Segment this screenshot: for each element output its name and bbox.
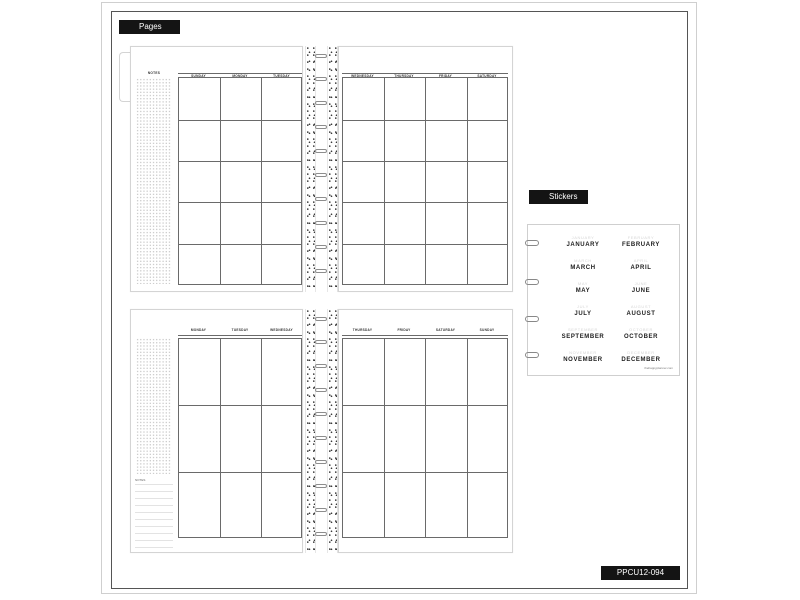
top-right-page xyxy=(338,46,513,292)
calendar-grid xyxy=(342,77,508,285)
day-thursday: THURSDAY xyxy=(394,74,414,78)
dot-grid xyxy=(136,338,172,474)
day-monday: MONDAY xyxy=(232,74,248,78)
day-saturday: SATURDAY xyxy=(435,328,456,332)
ring-icon xyxy=(315,173,327,177)
disc-rings xyxy=(315,50,327,290)
hook-icon xyxy=(525,316,539,322)
sticker-april: APRIL xyxy=(630,265,652,271)
top-left-page xyxy=(130,46,303,292)
sticker-ghost: SEPTEMBER xyxy=(567,327,599,332)
sticker-ghost: MAY xyxy=(577,281,589,286)
sticker-ghost: JUNE xyxy=(634,281,648,286)
sticker-september: SEPTEMBER xyxy=(561,334,605,340)
ring-icon xyxy=(315,364,327,368)
hook-icon xyxy=(525,240,539,246)
day-friday: FRIDAY xyxy=(397,328,411,332)
ring-icon xyxy=(315,460,327,464)
ring-icon xyxy=(315,197,327,201)
sticker-ghost: OCTOBER xyxy=(629,327,653,332)
notes-lines xyxy=(135,484,173,554)
sticker-may: MAY xyxy=(575,288,591,294)
sticker-june: JUNE xyxy=(631,288,651,294)
sticker-november: NOVEMBER xyxy=(563,357,603,363)
hook-icon xyxy=(525,352,539,358)
ring-icon xyxy=(315,269,327,273)
header-rule xyxy=(178,335,302,336)
sticker-ghost: DECEMBER xyxy=(627,350,655,355)
sticker-sheet xyxy=(527,224,680,376)
sticker-ghost: MARCH xyxy=(574,258,592,263)
day-sunday: SUNDAY xyxy=(479,328,495,332)
ring-icon xyxy=(315,436,327,440)
ring-icon xyxy=(315,340,327,344)
stickers-label: Stickers xyxy=(529,190,588,204)
ring-icon xyxy=(315,388,327,392)
ring-icon xyxy=(315,412,327,416)
sticker-ghost: AUGUST xyxy=(630,304,652,309)
day-sunday: SUNDAY xyxy=(191,74,206,78)
ring-icon xyxy=(315,317,327,321)
bottom-right-page xyxy=(338,309,513,553)
ring-icon xyxy=(315,484,327,488)
notes-label: NOTES xyxy=(135,478,146,482)
header-rule xyxy=(342,335,508,336)
sticker-december: DECEMBER xyxy=(621,357,661,363)
spine-pattern xyxy=(327,46,338,292)
day-tuesday: TUESDAY xyxy=(231,328,249,332)
sticker-august: AUGUST xyxy=(626,311,656,317)
sticker-footer: thehappyplanner.com xyxy=(644,366,673,370)
sticker-october: OCTOBER xyxy=(623,334,659,340)
ring-icon xyxy=(315,101,327,105)
calendar-grid xyxy=(342,338,508,538)
sticker-february: FEBRUARY xyxy=(622,242,660,248)
sticker-ghost: NOVEMBER xyxy=(569,350,597,355)
spine-pattern xyxy=(327,309,338,553)
sticker-july: JULY xyxy=(574,311,592,317)
ring-icon xyxy=(315,149,327,153)
disc-rings xyxy=(315,313,327,551)
notes-heading: NOTES xyxy=(147,71,161,75)
sticker-ghost: FEBRUARY xyxy=(627,235,655,240)
ring-icon xyxy=(315,508,327,512)
hook-icon xyxy=(525,279,539,285)
sticker-march: MARCH xyxy=(570,265,596,271)
sticker-ghost: JANUARY xyxy=(571,235,595,240)
sticker-ghost: APRIL xyxy=(633,258,649,263)
sticker-january: JANUARY xyxy=(566,242,600,248)
sticker-ghost: JULY xyxy=(577,304,589,309)
calendar-grid xyxy=(178,77,302,285)
ring-icon xyxy=(315,125,327,129)
day-wednesday: WEDNESDAY xyxy=(351,74,374,78)
pages-label: Pages xyxy=(119,20,180,34)
day-thursday: THURSDAY xyxy=(352,328,373,332)
ring-icon xyxy=(315,221,327,225)
ring-icon xyxy=(315,54,327,58)
day-saturday: SATURDAY xyxy=(477,74,497,78)
product-code-label: PPCU12-094 xyxy=(601,566,680,580)
ring-icon xyxy=(315,245,327,249)
dot-grid xyxy=(136,78,172,284)
bottom-left-page xyxy=(130,309,303,553)
calendar-grid xyxy=(178,338,302,538)
day-friday: FRIDAY xyxy=(438,74,453,78)
day-monday: MONDAY xyxy=(190,328,207,332)
day-tuesday: TUESDAY xyxy=(273,74,290,78)
day-wednesday: WEDNESDAY xyxy=(270,328,293,332)
ring-icon xyxy=(315,532,327,536)
ring-icon xyxy=(315,77,327,81)
